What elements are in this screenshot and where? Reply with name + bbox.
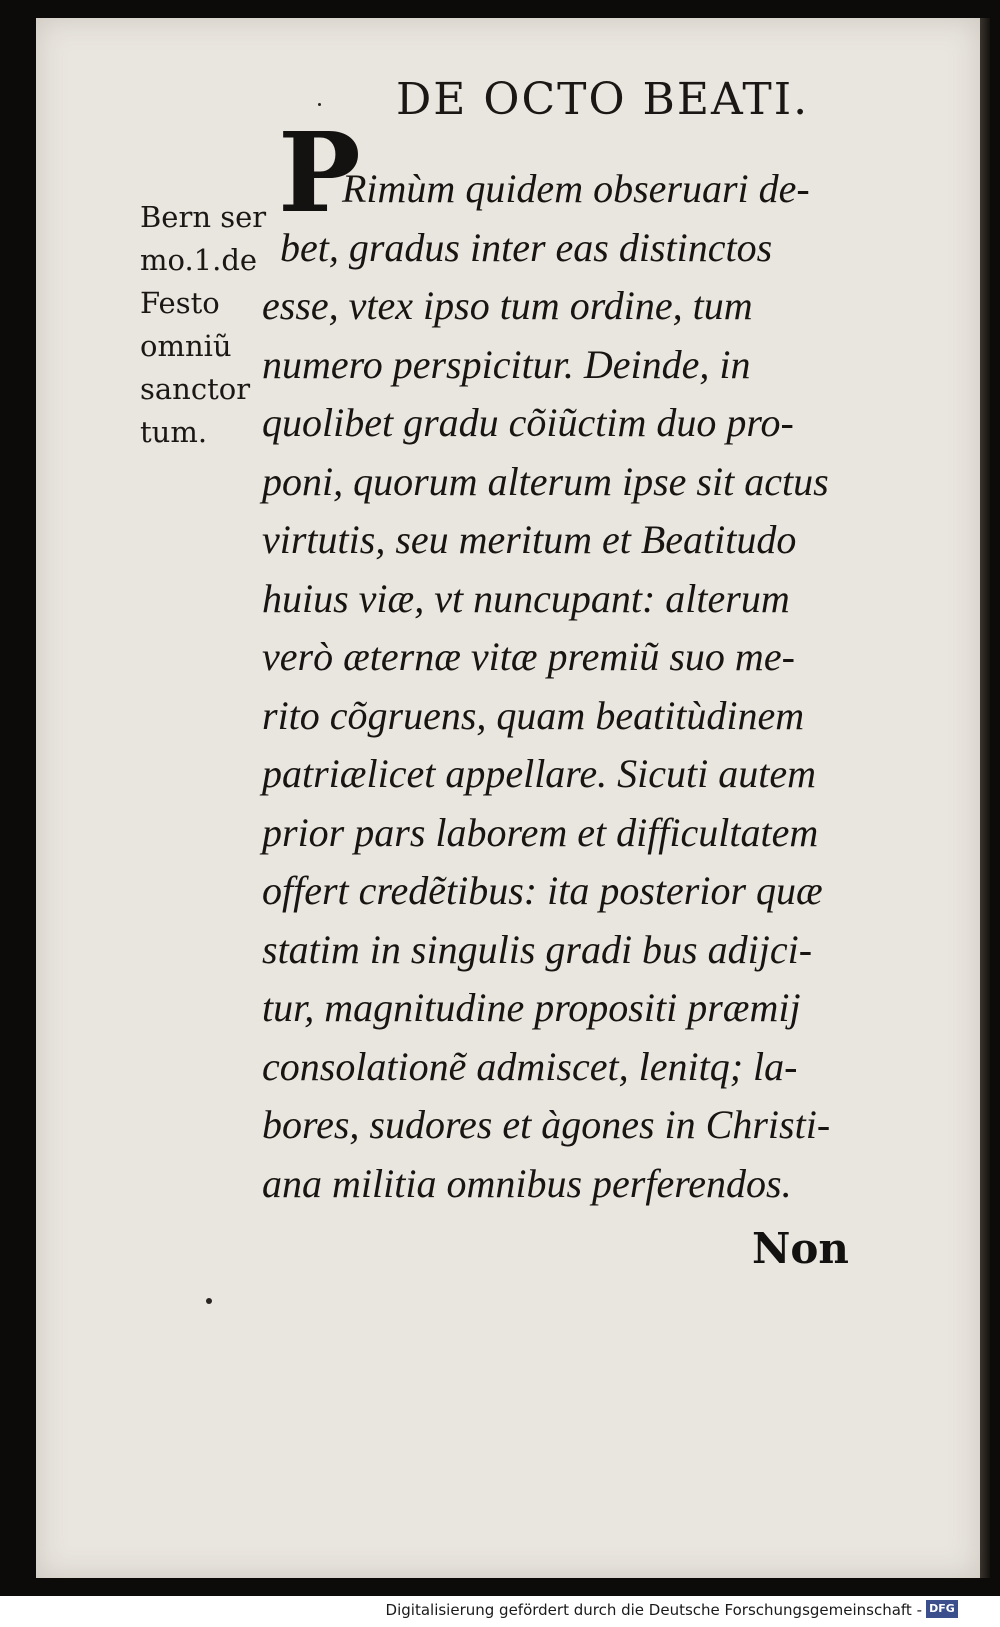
text-line: esse, vtex ipso tum ordine, tum: [262, 283, 753, 328]
funding-credit: Digitalisierung gefördert durch die Deutsche Forschungsgemeinschaft -: [385, 1601, 922, 1619]
marginal-note-line: tum.: [140, 415, 208, 449]
text-line: prior pars laborem et difficultatem: [262, 809, 819, 855]
text-line: numero perspicitur. Deinde, in: [262, 341, 751, 387]
paper-speck: [206, 1298, 212, 1304]
dfg-logo-icon: DFG: [926, 1600, 958, 1618]
marginal-note-line: sanctor: [140, 372, 251, 406]
marginal-note-line: Festo: [140, 286, 220, 320]
text-line: quolibet gradu cõiũctim duo pro-: [262, 400, 794, 445]
marginal-note: [140, 196, 270, 454]
marginal-note-line: omniũ: [140, 329, 232, 363]
text-line: bet, gradus inter eas distinctos: [280, 224, 773, 270]
paper-speck: [318, 103, 321, 106]
drop-cap: P: [278, 108, 361, 237]
text-line: poni, quorum alterum ipse sit actus: [262, 458, 829, 504]
text-line: ana militia omnibus perferendos.: [262, 1160, 792, 1206]
body-text: [262, 160, 902, 1213]
marginal-note-line: mo.1.de: [140, 243, 258, 277]
text-line: offert credẽtibus: ita posterior quæ: [262, 868, 823, 913]
text-line: patriælicet appellare. Sicuti autem: [262, 751, 816, 796]
marginal-note-line: Bern ser: [140, 200, 267, 234]
page-edge: [980, 18, 990, 1578]
text-line: Rimùm quidem obseruari de-: [342, 166, 810, 211]
text-line: rito cõgruens, quam beatitùdinem: [262, 692, 805, 738]
text-line: statim in singulis gradi bus adijci-: [262, 926, 813, 972]
text-line: virtutis, seu meritum et Beatitudo: [262, 517, 797, 562]
catchword: Non: [752, 1224, 849, 1273]
text-line: tur, magnitudine propositi præmij: [262, 985, 801, 1030]
text-line: bores, sudores et àgones in Christi-: [262, 1102, 831, 1147]
text-line: verò æternæ vitæ premiũ suo me-: [262, 634, 795, 679]
text-line: consolationẽ admiscet, lenitq; la-: [262, 1043, 798, 1089]
running-title: DE OCTO BEATI.: [396, 74, 810, 125]
text-line: huius viæ, vt nuncupant: alterum: [262, 575, 790, 621]
